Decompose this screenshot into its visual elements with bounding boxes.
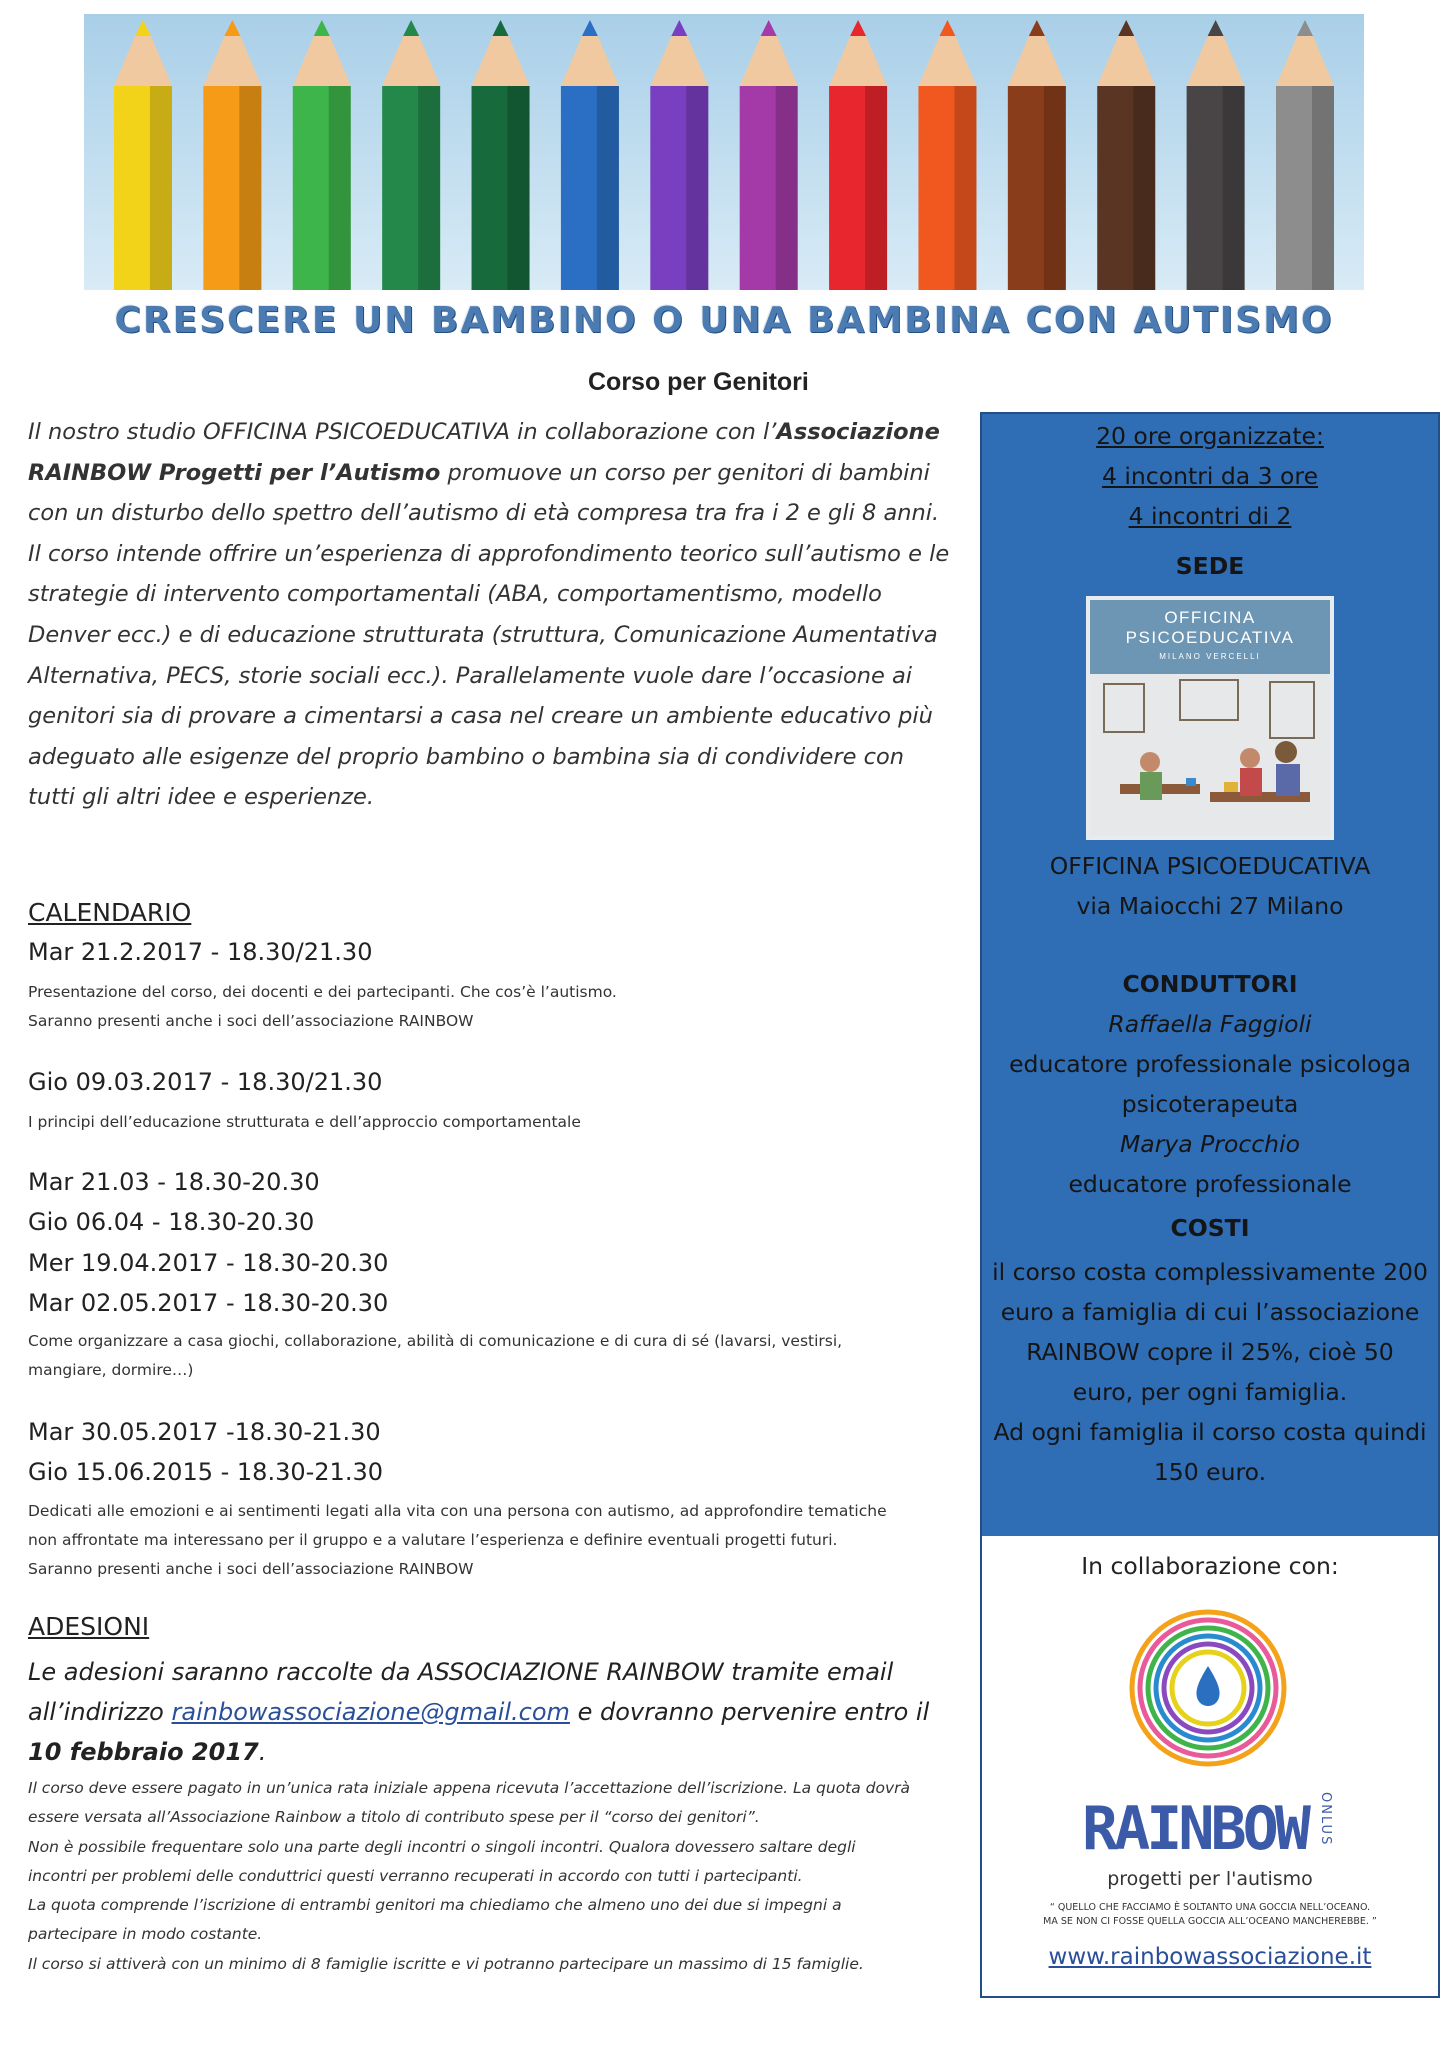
intro-text: [28, 412, 952, 818]
calendar-date-1: Mar 21.2.2017 - 18.30/21.30: [28, 938, 373, 966]
costi-line: RAINBOW copre il 25%, cioè 50: [1026, 1338, 1394, 1366]
page-title: CRESCERE UN BAMBINO O UNA BAMBINA CON AUTISMO: [114, 300, 1334, 341]
rainbow-logo: [982, 1596, 1438, 1926]
calendar-note-2: I principi dell’educazione strutturata e dell’approccio comportamentale: [28, 1113, 581, 1131]
adesioni-note: Il corso si attiverà con un minimo di 8 famiglie iscritte e vi potranno partecipare un massimo di 15 famiglie.: [28, 1954, 864, 1973]
pencil: [1187, 20, 1245, 290]
cover-title-1: OFFICINA: [1164, 608, 1256, 627]
calendar-date-4: Gio 06.04 - 18.30-20.30: [28, 1208, 315, 1236]
person-2-name: Marya Procchio: [1120, 1130, 1300, 1158]
pencil: [1276, 20, 1334, 290]
intro-p2: Il corso intende offrire un’esperienza di approfondimento teorico sull’autismo e le strategie di intervento comportamentali (ABA, comportamentismo, modello Denver ecc.) e di educazione strutturata (struttura, Comunicazione Aumentativa Alternativa, PECS, storie sociali ecc.). Parallelamente vuole dare l’occasione ai genitori sia di provare a cimentarsi a casa nel creare un ambiente educativo più adeguato alle esigenze del proprio bambino o bambina sia di condividere con tutti gli altri idee e esperienze.: [28, 540, 950, 811]
costi-line: euro a famiglia di cui l’associazione: [1000, 1298, 1420, 1326]
hours-line-3: 4 incontri di 2: [1128, 502, 1292, 530]
rainbow-quote-1: “ QUELLO CHE FACCIAMO È SOLTANTO UNA GOCCIA NELL’OCEANO.: [1049, 1902, 1371, 1913]
person-1-role-1: educatore professionale psicologa: [1009, 1050, 1411, 1078]
pencil: [472, 20, 530, 290]
pencil: [1097, 20, 1155, 290]
website-link[interactable]: www.rainbowassociazione.it: [1048, 1944, 1372, 1970]
sede-heading: SEDE: [1175, 552, 1245, 580]
calendar-note-8b: non affrontate ma interessano per il gruppo e a valutare l’esperienza e definire eventuali progetti futuri.: [28, 1531, 838, 1549]
conduttori-heading: CONDUTTORI: [1122, 970, 1298, 998]
rainbow-tagline: progetti per l'autismo: [1107, 1868, 1313, 1890]
rainbow-quote-2: MA SE NON CI FOSSE QUELLA GOCCIA ALL’OCEANO MANCHEREBBE. ”: [1043, 1916, 1377, 1927]
costi-line: euro, per ogni famiglia.: [1072, 1378, 1348, 1406]
cover-title-3: MILANO VERCELLI: [1159, 652, 1261, 661]
calendar-date-2: Gio 09.03.2017 - 18.30/21.30: [28, 1068, 383, 1096]
cover-title-2: PSICOEDUCATIVA: [1125, 628, 1295, 647]
info-sidebar: [980, 412, 1440, 1540]
calendar-note-8c: Saranno presenti anche i soci dell’associazione RAINBOW: [28, 1560, 474, 1578]
calendar-date-8: Gio 15.06.2015 - 18.30-21.30: [28, 1458, 383, 1486]
calendar-date-3: Mar 21.03 - 18.30-20.30: [28, 1168, 320, 1196]
adesioni-note: essere versata all’Associazione Rainbow a titolo di contributo spese per il “corso dei genitori”.: [28, 1808, 760, 1827]
calendar-note-6b: mangiare, dormire…): [28, 1361, 194, 1379]
adesioni-note: Non è possibile frequentare solo una parte degli incontri o singoli incontri. Qualora dovessero saltare degli: [28, 1837, 856, 1856]
calendar-note-6a: Come organizzare a casa giochi, collaborazione, abilità di comunicazione e di cura di sé (lavarsi, vestirsi,: [28, 1332, 843, 1350]
cover-header: [1090, 600, 1330, 674]
adesioni-note: incontri per problemi delle conduttrici questi verranno recuperati in accordo con tutti i partecipanti.: [28, 1866, 803, 1885]
pencil: [918, 20, 976, 290]
officina-cover-image: [1086, 596, 1334, 840]
pencils-banner: [84, 14, 1364, 290]
adesioni-note: partecipare in modo costante.: [28, 1925, 263, 1944]
intro-p1-b: OFFICINA PSICOEDUCATIVA: [203, 419, 511, 445]
adesioni-note: Il corso deve essere pagato in un’unica rata iniziale appena ricevuta l’accettazione dell’iscrizione. La quota dovrà: [28, 1779, 911, 1797]
collaboration-label: In collaborazione con:: [1081, 1552, 1339, 1580]
person-1-role-2: psicoterapeuta: [1121, 1090, 1299, 1118]
calendar-note-8a: Dedicati alle emozioni e ai sentimenti legati alla vita con una persona con autismo, ad approfondire tematiche: [28, 1502, 887, 1520]
collaboration-box: [980, 1536, 1440, 1998]
pencil: [114, 20, 172, 290]
pencil: [561, 20, 619, 290]
page-subtitle: Corso per Genitori: [588, 368, 809, 396]
pencil: [382, 20, 440, 290]
venue-name: OFFICINA PSICOEDUCATIVA: [1049, 852, 1371, 880]
calendar-note-1a: Presentazione del corso, dei docenti e dei partecipanti. Che cos’è l’autismo.: [28, 983, 617, 1001]
classroom-illustration: [1090, 674, 1330, 840]
email-link[interactable]: rainbowassociazione@gmail.com: [171, 1698, 570, 1726]
costi-line: 150 euro.: [1153, 1458, 1267, 1486]
calendar-date-6: Mar 02.05.2017 - 18.30-20.30: [28, 1289, 389, 1317]
intro-p1-a: Il nostro studio: [28, 419, 204, 445]
calendar-note-1b: Saranno presenti anche i soci dell’associazione RAINBOW: [28, 1012, 474, 1030]
hours-line-1: 20 ore organizzate:: [1096, 422, 1324, 450]
rainbow-wordmark: RAINBOW: [1082, 1794, 1307, 1864]
person-1-name: Raffaella Faggioli: [1108, 1010, 1312, 1038]
pencil: [203, 20, 261, 290]
hours-line-2: 4 incontri da 3 ore: [1101, 462, 1319, 490]
costi-heading: COSTI: [1170, 1214, 1250, 1242]
intro-p1-d: Associazione RAINBOW Progetti per l’Autismo: [28, 419, 940, 486]
adesioni-text-c: .: [258, 1738, 267, 1766]
costi-line: Ad ogni famiglia il corso costa quindi: [993, 1418, 1427, 1446]
pencil: [740, 20, 798, 290]
pencils-illustration: [84, 14, 1364, 290]
adesioni-heading: ADESIONI: [28, 1612, 150, 1641]
adesioni-note: La quota comprende l’iscrizione di entrambi genitori ma chiediamo che almeno uno dei due si impegni a: [28, 1896, 842, 1915]
intro-p1-e: promuove un corso per genitori di bambini con un disturbo dello spettro dell’autismo di età compresa tra fra i 2 e gli 8 anni.: [28, 459, 940, 527]
adesioni-notes: [28, 1774, 958, 1979]
person-2-role: educatore professionale: [1068, 1170, 1352, 1198]
calendar-date-5: Mer 19.04.2017 - 18.30-20.30: [28, 1249, 389, 1277]
adesioni-text-a: Le adesioni saranno raccolte da ASSOCIAZIONE RAINBOW tramite email all’indirizzo: [28, 1658, 894, 1726]
adesioni-text-b: e dovranno pervenire entro il: [569, 1698, 930, 1726]
pencil: [650, 20, 708, 290]
adesioni-text: [28, 1652, 948, 1772]
calendar-heading: CALENDARIO: [28, 898, 192, 927]
adesioni-deadline: 10 febbraio 2017: [28, 1738, 259, 1766]
rainbow-onlus: ONLUS: [1318, 1792, 1333, 1847]
pencil: [829, 20, 887, 290]
pencil: [293, 20, 351, 290]
calendar-date-7: Mar 30.05.2017 -18.30-21.30: [28, 1418, 381, 1446]
pencil: [1008, 20, 1066, 290]
venue-address: via Maiocchi 27 Milano: [1076, 892, 1344, 920]
rainbow-swirl-icon: [982, 1596, 1438, 1796]
intro-p1-c: in collaborazione con l’: [510, 419, 777, 445]
costi-line: il corso costa complessivamente 200: [992, 1258, 1428, 1286]
